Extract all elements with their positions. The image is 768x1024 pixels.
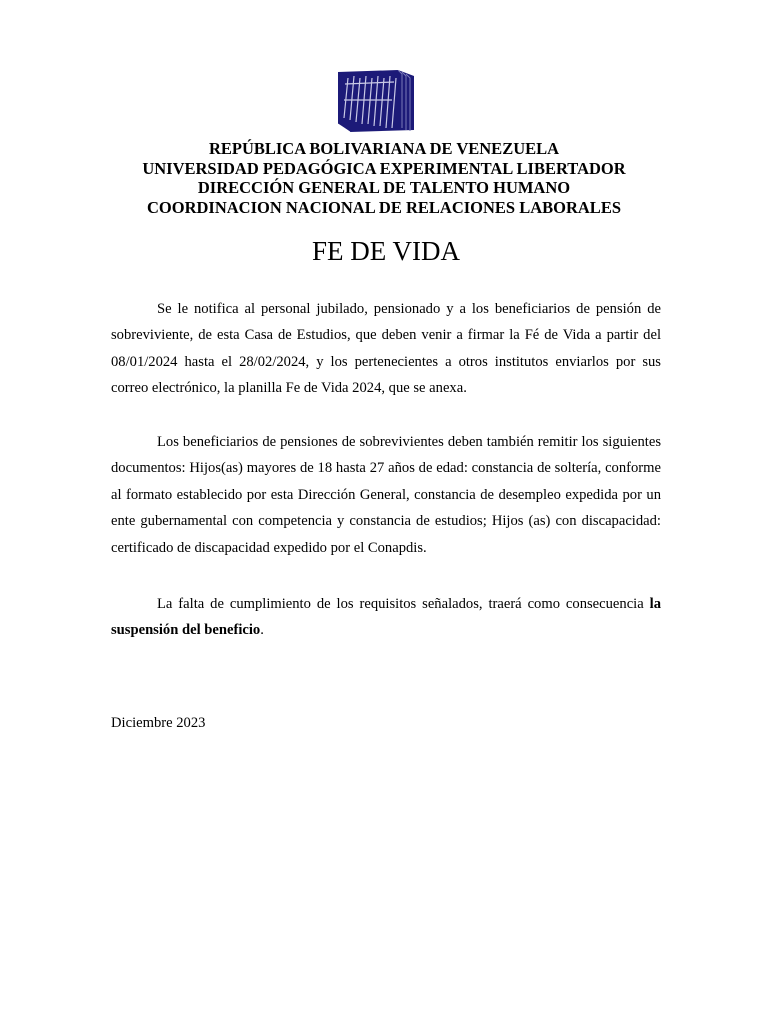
header-line-coordination: COORDINACION NACIONAL DE RELACIONES LABORALES — [147, 197, 621, 217]
consequence-bold-text: la suspensión del beneficio — [111, 595, 661, 639]
document-date: Diciembre 2023 — [111, 715, 206, 731]
header-line-directorate: DIRECCIÓN GENERAL DE TALENTO HUMANO — [197, 178, 571, 197]
consequence-period: . — [260, 622, 264, 639]
paragraph-requirements: Los beneficiarios de pensiones de sobrevivientes deben también remitir los siguientes documentos: Hijos(as) mayores de 18 hasta 27 años de edad: constancia de soltería, conforme al formato establecido por esta Dirección General, constancia de desempleo expedida por un ente gubernamental con competencia y constancia de estudios; Hijos (as) con discapacidad: certificado de discapacidad expedido por el Conapdis. — [111, 433, 661, 556]
university-logo-icon — [336, 70, 416, 132]
consequence-text: La falta de cumplimiento de los requisitos señalados, traerá como consecuencia — [157, 595, 650, 612]
header-line-university: UNIVERSIDAD PEDAGÓGICA EXPERIMENTAL LIBERTADOR — [142, 158, 626, 178]
document-title: FE DE VIDA — [312, 236, 460, 266]
paragraph-consequence — [111, 591, 661, 644]
header-line-republic: REPÚBLICA BOLIVARIANA DE VENEZUELA — [208, 139, 560, 158]
paragraph-notification: Se le notifica al personal jubilado, pensionado y a los beneficiarios de pensión de sobreviviente, de esta Casa de Estudios, que deben venir a firmar la Fé de Vida a partir del 08/01/2024 hasta el 28/02/2024, y los pertenecientes a otros institutos enviarlos por sus correo electrónico, la planilla Fe de Vida 2024, que se anexa. — [111, 300, 661, 397]
institution-header — [0, 139, 768, 217]
